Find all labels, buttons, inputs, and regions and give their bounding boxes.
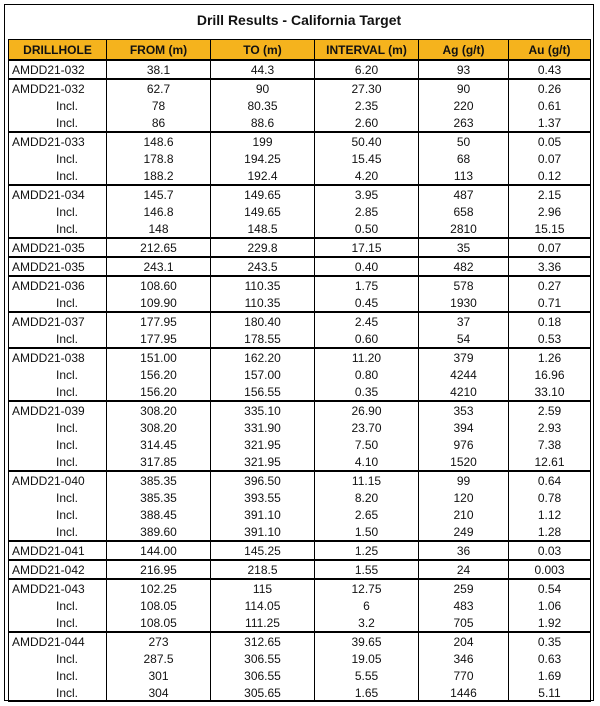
to-cell: 194.25 [211, 150, 315, 167]
drillhole-cell: Incl. [9, 523, 107, 541]
drillhole-cell: Incl. [9, 506, 107, 523]
header-row [9, 40, 591, 61]
to-cell: 335.10 [211, 401, 315, 419]
from-cell: 304 [107, 684, 211, 702]
drillhole-cell: AMDD21-038 [9, 348, 107, 366]
ag-cell: 705 [419, 614, 509, 632]
drillhole-cell: AMDD21-036 [9, 276, 107, 294]
drillhole-cell: AMDD21-034 [9, 185, 107, 203]
table-row [9, 614, 591, 632]
drillhole-cell: AMDD21-037 [9, 312, 107, 330]
interval-cell: 0.40 [315, 257, 419, 276]
au-cell: 7.38 [509, 436, 591, 453]
to-cell: 88.6 [211, 114, 315, 132]
au-cell: 0.18 [509, 312, 591, 330]
interval-cell: 1.55 [315, 560, 419, 579]
drillhole-cell: Incl. [9, 489, 107, 506]
from-cell: 177.95 [107, 330, 211, 348]
drillhole-cell: AMDD21-035 [9, 238, 107, 257]
from-cell: 273 [107, 632, 211, 650]
interval-cell: 4.20 [315, 167, 419, 185]
interval-cell: 0.35 [315, 383, 419, 401]
ag-cell: 976 [419, 436, 509, 453]
drillhole-cell: AMDD21-032 [9, 79, 107, 97]
to-cell: 110.35 [211, 294, 315, 312]
from-cell: 314.45 [107, 436, 211, 453]
ag-cell: 1520 [419, 453, 509, 471]
to-cell: 110.35 [211, 276, 315, 294]
drillhole-cell: AMDD21-044 [9, 632, 107, 650]
drillhole-cell: Incl. [9, 220, 107, 238]
to-cell: 199 [211, 132, 315, 150]
ag-cell: 37 [419, 312, 509, 330]
from-cell: 146.8 [107, 203, 211, 220]
drillhole-cell: AMDD21-041 [9, 541, 107, 560]
from-cell: 151.00 [107, 348, 211, 366]
interval-cell: 8.20 [315, 489, 419, 506]
to-cell: 192.4 [211, 167, 315, 185]
au-cell: 0.07 [509, 150, 591, 167]
from-cell: 108.05 [107, 597, 211, 614]
au-cell: 2.15 [509, 185, 591, 203]
to-cell: 178.55 [211, 330, 315, 348]
ag-cell: 353 [419, 401, 509, 419]
drillhole-cell: Incl. [9, 597, 107, 614]
au-cell: 5.11 [509, 684, 591, 702]
from-cell: 385.35 [107, 471, 211, 489]
ag-cell: 90 [419, 79, 509, 97]
interval-cell: 17.15 [315, 238, 419, 257]
header-from: FROM (m) [107, 40, 211, 61]
to-cell: 44.3 [211, 60, 315, 79]
from-cell: 317.85 [107, 453, 211, 471]
table-row [9, 489, 591, 506]
au-cell: 0.78 [509, 489, 591, 506]
from-cell: 156.20 [107, 383, 211, 401]
au-cell: 33.10 [509, 383, 591, 401]
ag-cell: 658 [419, 203, 509, 220]
table-body [9, 60, 591, 702]
from-cell: 385.35 [107, 489, 211, 506]
au-cell: 0.64 [509, 471, 591, 489]
drill-results-table [8, 39, 591, 702]
table-row [9, 541, 591, 560]
au-cell: 0.12 [509, 167, 591, 185]
drillhole-cell: Incl. [9, 383, 107, 401]
ag-cell: 578 [419, 276, 509, 294]
interval-cell: 4.10 [315, 453, 419, 471]
header-drillhole: DRILLHOLE [9, 40, 107, 61]
ag-cell: 35 [419, 238, 509, 257]
table-row [9, 185, 591, 203]
drillhole-cell: Incl. [9, 614, 107, 632]
table-row [9, 453, 591, 471]
table-row [9, 79, 591, 97]
table-row [9, 523, 591, 541]
table-row [9, 684, 591, 702]
table-row [9, 632, 591, 650]
from-cell: 86 [107, 114, 211, 132]
from-cell: 62.7 [107, 79, 211, 97]
ag-cell: 4244 [419, 366, 509, 383]
table-row [9, 294, 591, 312]
drillhole-cell: AMDD21-042 [9, 560, 107, 579]
drillhole-cell: AMDD21-043 [9, 579, 107, 597]
ag-cell: 2810 [419, 220, 509, 238]
ag-cell: 394 [419, 419, 509, 436]
to-cell: 312.65 [211, 632, 315, 650]
interval-cell: 3.2 [315, 614, 419, 632]
interval-cell: 50.40 [315, 132, 419, 150]
table-row [9, 220, 591, 238]
interval-cell: 2.60 [315, 114, 419, 132]
au-cell: 1.37 [509, 114, 591, 132]
table-row [9, 132, 591, 150]
header-ag: Ag (g/t) [419, 40, 509, 61]
to-cell: 306.55 [211, 667, 315, 684]
to-cell: 114.05 [211, 597, 315, 614]
from-cell: 308.20 [107, 419, 211, 436]
from-cell: 156.20 [107, 366, 211, 383]
interval-cell: 0.45 [315, 294, 419, 312]
from-cell: 109.90 [107, 294, 211, 312]
from-cell: 388.45 [107, 506, 211, 523]
drillhole-cell: Incl. [9, 667, 107, 684]
to-cell: 229.8 [211, 238, 315, 257]
table-row [9, 257, 591, 276]
au-cell: 0.05 [509, 132, 591, 150]
ag-cell: 259 [419, 579, 509, 597]
header-to: TO (m) [211, 40, 315, 61]
interval-cell: 19.05 [315, 650, 419, 667]
drillhole-cell: Incl. [9, 294, 107, 312]
from-cell: 102.25 [107, 579, 211, 597]
drillhole-cell: Incl. [9, 453, 107, 471]
au-cell: 1.12 [509, 506, 591, 523]
ag-cell: 113 [419, 167, 509, 185]
from-cell: 145.7 [107, 185, 211, 203]
table-row [9, 97, 591, 114]
drillhole-cell: AMDD21-040 [9, 471, 107, 489]
to-cell: 396.50 [211, 471, 315, 489]
from-cell: 38.1 [107, 60, 211, 79]
from-cell: 389.60 [107, 523, 211, 541]
table-row [9, 150, 591, 167]
table-row [9, 60, 591, 79]
from-cell: 78 [107, 97, 211, 114]
drillhole-cell: Incl. [9, 366, 107, 383]
au-cell: 0.003 [509, 560, 591, 579]
au-cell: 0.43 [509, 60, 591, 79]
interval-cell: 1.75 [315, 276, 419, 294]
to-cell: 321.95 [211, 436, 315, 453]
table-row [9, 471, 591, 489]
au-cell: 2.59 [509, 401, 591, 419]
to-cell: 90 [211, 79, 315, 97]
to-cell: 306.55 [211, 650, 315, 667]
to-cell: 149.65 [211, 203, 315, 220]
from-cell: 287.5 [107, 650, 211, 667]
table-title: Drill Results - California Target [196, 12, 402, 28]
from-cell: 188.2 [107, 167, 211, 185]
drillhole-cell: AMDD21-033 [9, 132, 107, 150]
table-row [9, 560, 591, 579]
table-row [9, 401, 591, 419]
ag-cell: 68 [419, 150, 509, 167]
from-cell: 108.60 [107, 276, 211, 294]
drillhole-cell: AMDD21-039 [9, 401, 107, 419]
interval-cell: 0.80 [315, 366, 419, 383]
au-cell: 16.96 [509, 366, 591, 383]
drillhole-cell: Incl. [9, 436, 107, 453]
ag-cell: 24 [419, 560, 509, 579]
interval-cell: 39.65 [315, 632, 419, 650]
header-au: Au (g/t) [509, 40, 591, 61]
ag-cell: 770 [419, 667, 509, 684]
ag-cell: 482 [419, 257, 509, 276]
table-row [9, 650, 591, 667]
ag-cell: 204 [419, 632, 509, 650]
interval-cell: 1.65 [315, 684, 419, 702]
to-cell: 145.25 [211, 541, 315, 560]
interval-cell: 2.85 [315, 203, 419, 220]
ag-cell: 4210 [419, 383, 509, 401]
table-row [9, 330, 591, 348]
results-table-frame [4, 4, 594, 701]
to-cell: 149.65 [211, 185, 315, 203]
table-row [9, 579, 591, 597]
interval-cell: 23.70 [315, 419, 419, 436]
drillhole-cell: Incl. [9, 330, 107, 348]
interval-cell: 7.50 [315, 436, 419, 453]
ag-cell: 263 [419, 114, 509, 132]
to-cell: 180.40 [211, 312, 315, 330]
drillhole-cell: Incl. [9, 650, 107, 667]
to-cell: 243.5 [211, 257, 315, 276]
interval-cell: 2.65 [315, 506, 419, 523]
table-row [9, 383, 591, 401]
au-cell: 0.53 [509, 330, 591, 348]
ag-cell: 220 [419, 97, 509, 114]
to-cell: 148.5 [211, 220, 315, 238]
to-cell: 156.55 [211, 383, 315, 401]
drillhole-cell: AMDD21-032 [9, 60, 107, 79]
to-cell: 218.5 [211, 560, 315, 579]
ag-cell: 379 [419, 348, 509, 366]
ag-cell: 346 [419, 650, 509, 667]
interval-cell: 0.50 [315, 220, 419, 238]
to-cell: 321.95 [211, 453, 315, 471]
ag-cell: 99 [419, 471, 509, 489]
table-row [9, 203, 591, 220]
ag-cell: 487 [419, 185, 509, 203]
au-cell: 2.96 [509, 203, 591, 220]
to-cell: 111.25 [211, 614, 315, 632]
from-cell: 212.65 [107, 238, 211, 257]
interval-cell: 11.15 [315, 471, 419, 489]
drillhole-cell: Incl. [9, 97, 107, 114]
to-cell: 80.35 [211, 97, 315, 114]
au-cell: 0.27 [509, 276, 591, 294]
ag-cell: 93 [419, 60, 509, 79]
ag-cell: 249 [419, 523, 509, 541]
table-row [9, 436, 591, 453]
table-row [9, 506, 591, 523]
au-cell: 12.61 [509, 453, 591, 471]
interval-cell: 11.20 [315, 348, 419, 366]
au-cell: 15.15 [509, 220, 591, 238]
au-cell: 0.26 [509, 79, 591, 97]
from-cell: 148.6 [107, 132, 211, 150]
from-cell: 301 [107, 667, 211, 684]
ag-cell: 210 [419, 506, 509, 523]
to-cell: 157.00 [211, 366, 315, 383]
to-cell: 162.20 [211, 348, 315, 366]
drillhole-cell: Incl. [9, 419, 107, 436]
au-cell: 3.36 [509, 257, 591, 276]
table-row [9, 348, 591, 366]
ag-cell: 1930 [419, 294, 509, 312]
interval-cell: 2.35 [315, 97, 419, 114]
au-cell: 0.07 [509, 238, 591, 257]
au-cell: 1.28 [509, 523, 591, 541]
drillhole-cell: Incl. [9, 167, 107, 185]
from-cell: 148 [107, 220, 211, 238]
table-row [9, 312, 591, 330]
to-cell: 393.55 [211, 489, 315, 506]
drillhole-cell: AMDD21-035 [9, 257, 107, 276]
from-cell: 144.00 [107, 541, 211, 560]
interval-cell: 6.20 [315, 60, 419, 79]
interval-cell: 6 [315, 597, 419, 614]
from-cell: 216.95 [107, 560, 211, 579]
au-cell: 0.35 [509, 632, 591, 650]
interval-cell: 15.45 [315, 150, 419, 167]
drillhole-cell: Incl. [9, 684, 107, 702]
interval-cell: 27.30 [315, 79, 419, 97]
header-interval: INTERVAL (m) [315, 40, 419, 61]
au-cell: 0.54 [509, 579, 591, 597]
au-cell: 0.63 [509, 650, 591, 667]
au-cell: 1.06 [509, 597, 591, 614]
from-cell: 243.1 [107, 257, 211, 276]
ag-cell: 54 [419, 330, 509, 348]
ag-cell: 50 [419, 132, 509, 150]
ag-cell: 120 [419, 489, 509, 506]
interval-cell: 0.60 [315, 330, 419, 348]
to-cell: 391.10 [211, 506, 315, 523]
drillhole-cell: Incl. [9, 203, 107, 220]
from-cell: 178.8 [107, 150, 211, 167]
table-row [9, 597, 591, 614]
interval-cell: 3.95 [315, 185, 419, 203]
interval-cell: 26.90 [315, 401, 419, 419]
table-row [9, 667, 591, 684]
from-cell: 177.95 [107, 312, 211, 330]
from-cell: 308.20 [107, 401, 211, 419]
au-cell: 0.03 [509, 541, 591, 560]
table-row [9, 238, 591, 257]
to-cell: 115 [211, 579, 315, 597]
au-cell: 1.92 [509, 614, 591, 632]
interval-cell: 2.45 [315, 312, 419, 330]
ag-cell: 483 [419, 597, 509, 614]
from-cell: 108.05 [107, 614, 211, 632]
table-row [9, 167, 591, 185]
table-row [9, 419, 591, 436]
au-cell: 0.61 [509, 97, 591, 114]
au-cell: 0.71 [509, 294, 591, 312]
drillhole-cell: Incl. [9, 114, 107, 132]
to-cell: 331.90 [211, 419, 315, 436]
ag-cell: 36 [419, 541, 509, 560]
to-cell: 391.10 [211, 523, 315, 541]
table-row [9, 114, 591, 132]
ag-cell: 1446 [419, 684, 509, 702]
interval-cell: 1.50 [315, 523, 419, 541]
au-cell: 1.69 [509, 667, 591, 684]
au-cell: 2.93 [509, 419, 591, 436]
table-row [9, 276, 591, 294]
to-cell: 305.65 [211, 684, 315, 702]
au-cell: 1.26 [509, 348, 591, 366]
interval-cell: 12.75 [315, 579, 419, 597]
interval-cell: 5.55 [315, 667, 419, 684]
drillhole-cell: Incl. [9, 150, 107, 167]
table-row [9, 366, 591, 383]
interval-cell: 1.25 [315, 541, 419, 560]
